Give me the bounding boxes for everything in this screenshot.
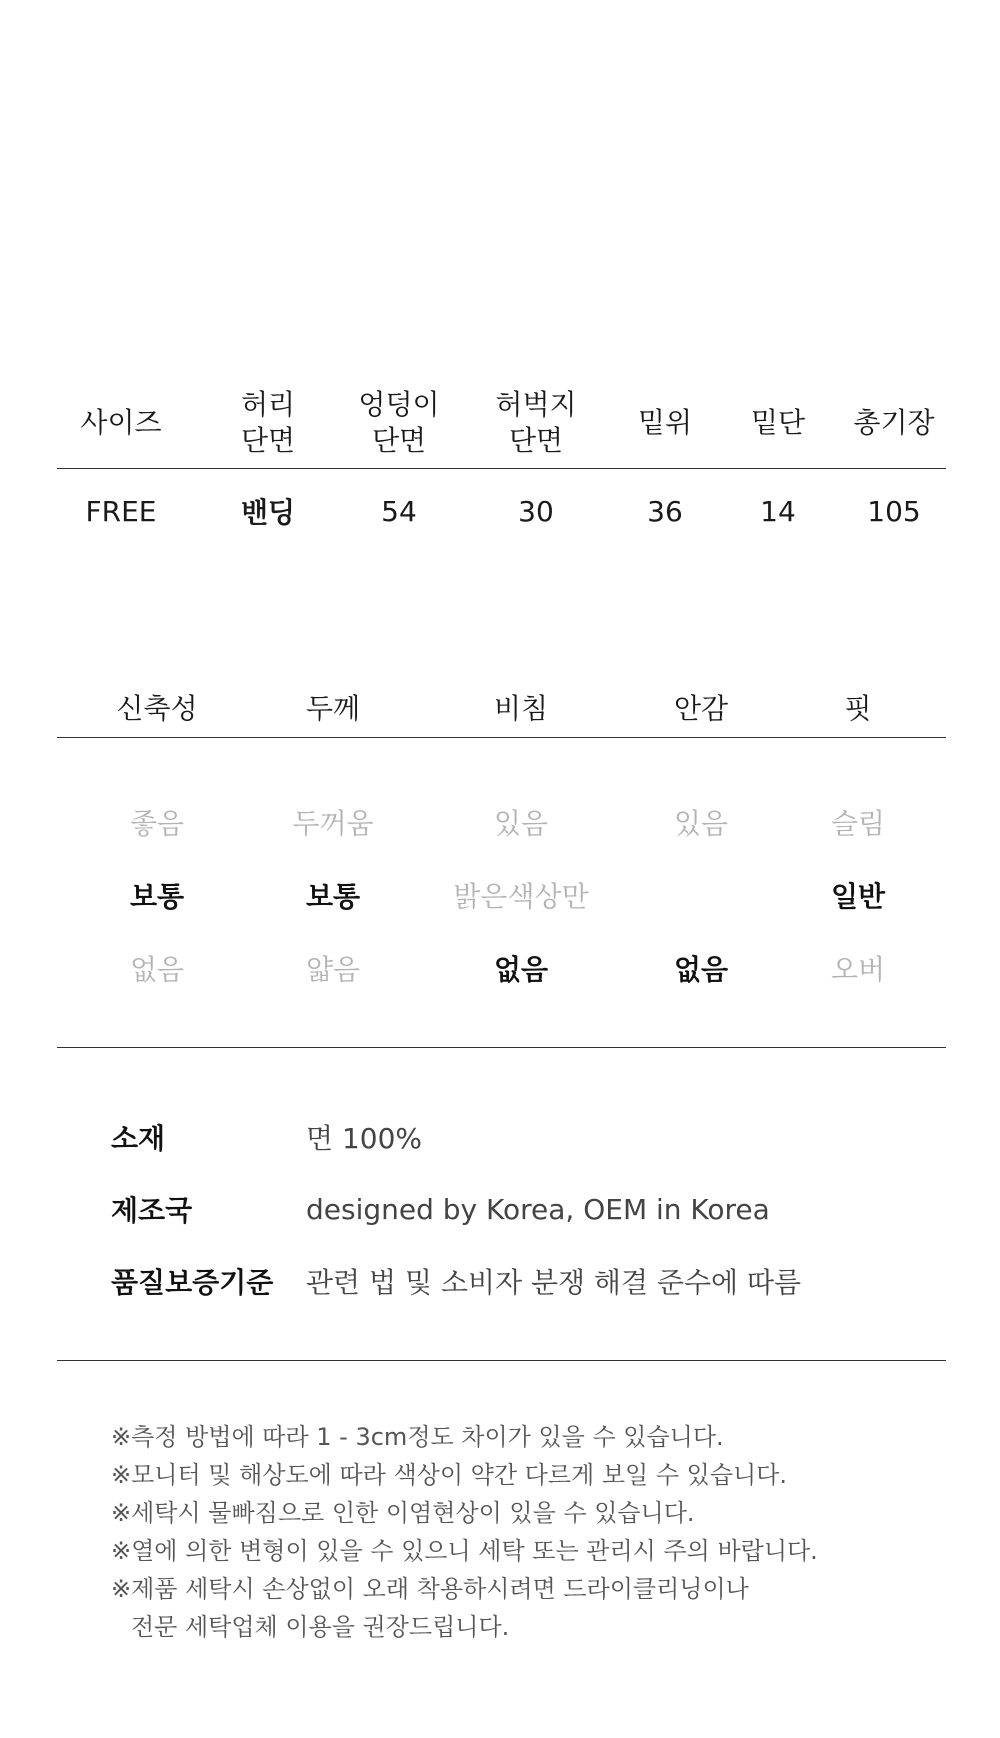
size-value-hem: 14 [760,494,796,528]
attr-option-stretch-normal: 보통 [129,880,185,913]
size-header-size [62,383,180,463]
size-header-text: 단면 [508,424,564,457]
attr-option-stretch-good: 좋음 [129,807,185,840]
size-header-text: 단면 [240,424,296,457]
attr-header-stretch: 신축성 [116,692,198,725]
attr-option-fit-slim: 슬림 [830,807,886,840]
material-label: 소재 [111,1122,166,1155]
notice-item: ※모니터 및 해상도에 따라 색상이 약간 다르게 보일 수 있습니다. [111,1461,787,1489]
notice-item: ※세탁시 물빠짐으로 인한 이염현상이 있을 수 있습니다. [111,1499,695,1527]
size-header-rise [610,383,720,463]
size-header-hem [723,383,833,463]
attr-header-thickness: 두께 [305,692,361,725]
size-value-hip: 54 [381,494,417,528]
size-header-text: 허벅지 [495,388,577,421]
size-value-size: FREE [85,494,157,528]
attr-option-fit-regular: 일반 [830,880,886,913]
size-header-text: 밑단 [750,406,806,439]
attr-table-divider [57,737,946,738]
attr-option-thickness-thin: 얇음 [305,953,361,986]
notice-item: ※제품 세탁시 손상없이 오래 착용하시려면 드라이클리닝이나 [111,1575,749,1603]
size-header-text: 사이즈 [80,406,162,439]
size-value-thigh: 30 [518,494,554,528]
attr-option-lining-yes: 있음 [673,807,729,840]
size-value-length: 105 [867,494,921,528]
attr-option-sheer-none: 없음 [493,953,549,986]
size-header-text: 단면 [371,424,427,457]
notice-list [111,1418,818,1646]
attr-header-fit: 핏 [844,692,872,725]
attr-option-sheer-light-only: 밝은색상만 [453,880,589,913]
attr-option-lining-blank [636,873,766,917]
size-value-waist: 밴딩 [240,496,296,529]
attr-option-stretch-none: 없음 [129,953,185,986]
notice-item-continuation: 전문 세탁업체 이용을 권장드립니다. [131,1613,510,1641]
size-header-waist [208,383,328,463]
attr-option-sheer-yes: 있음 [493,807,549,840]
origin-label: 제조국 [111,1194,193,1227]
size-header-text: 허리 [240,388,296,421]
attr-header-lining: 안감 [673,692,729,725]
quality-standard-label: 품질보증기준 [111,1266,274,1299]
size-table-divider [57,468,946,469]
notice-item: ※열에 의한 변형이 있을 수 있으니 세탁 또는 관리시 주의 바랍니다. [111,1537,818,1565]
attr-option-fit-over: 오버 [830,953,886,986]
size-header-text: 밑위 [637,406,693,439]
material-value: 면 100% [306,1122,422,1155]
size-header-length [836,383,952,463]
size-header-hip [339,383,459,463]
size-header-thigh [476,383,596,463]
attr-option-lining-none: 없음 [673,953,729,986]
attr-option-thickness-normal: 보통 [305,880,361,913]
size-value-rise: 36 [647,494,683,528]
attr-header-sheerness: 비침 [493,692,549,725]
origin-value: designed by Korea, OEM in Korea [306,1192,770,1226]
notice-item: ※측정 방법에 따라 1 - 3cm정도 차이가 있을 수 있습니다. [111,1423,724,1451]
attr-option-thickness-thick: 두꺼움 [292,807,374,840]
info-divider [57,1360,946,1361]
size-header-text: 총기장 [853,406,935,439]
size-header-text: 엉덩이 [358,388,440,421]
attr-table-bottom-divider [57,1047,946,1048]
quality-standard-value: 관련 법 및 소비자 분쟁 해결 준수에 따름 [306,1266,802,1299]
